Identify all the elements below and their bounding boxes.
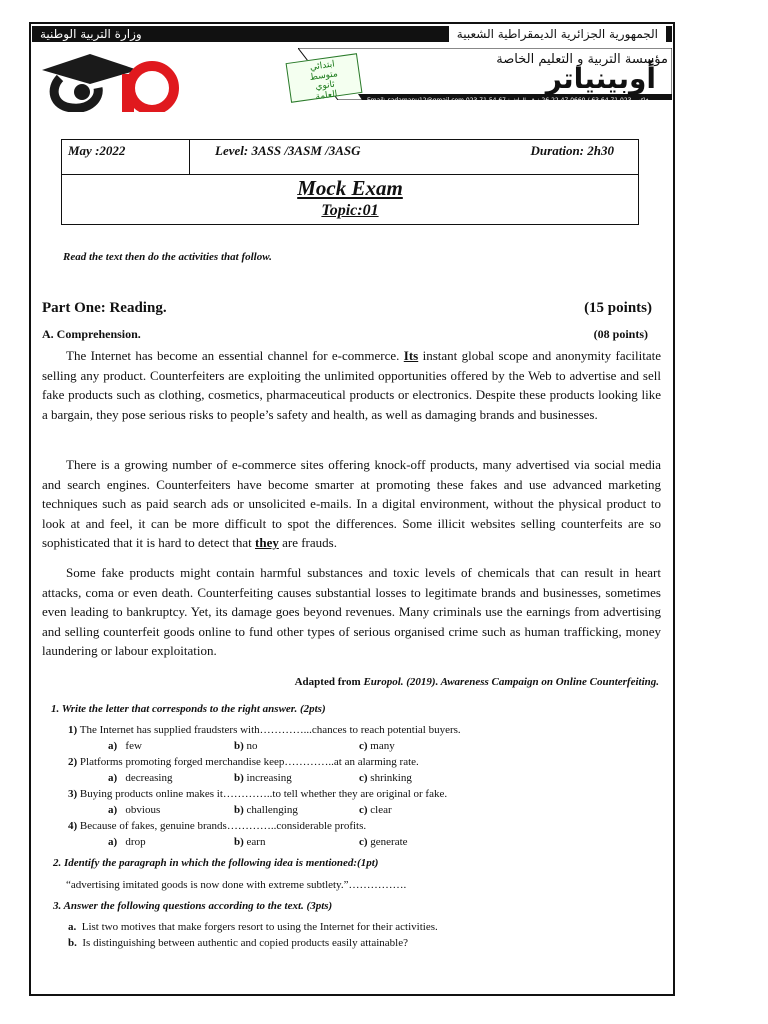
paragraph-1: The Internet has become an essential channel for e-commerce. Its instant global scope and anonymity facilitate selling any product. Counterfeiters are exploiting the unlimited opportunities offered by the Web to advertise and sell fake products such as clothing, cosmetics, pharmaceutical products or electronics. Despite these products looking like a bargain, they pose serious risks to people’s safety and health, as well as damaging brands and businesses.	[42, 348, 662, 422]
republic-text: الجمهورية الجزائرية الديمقراطية الشعبية	[449, 26, 666, 42]
badge-line: ثانوي	[314, 79, 336, 93]
q1-item: 3) Buying products online makes it…………..to tell whether they are original or fake.	[68, 788, 448, 800]
question-3-title: 3. Answer the following questions according to the text. (3pts)	[53, 900, 333, 912]
exam-title: Mock Exam	[297, 176, 403, 200]
school-levels-badge	[286, 53, 363, 103]
q3-item: a. List two motives that make forgers resort to using the Internet for their activities.	[68, 921, 438, 933]
option: c) many	[359, 740, 395, 752]
paragraph-2: There is a growing number of e-commerce sites offering knock-off products, many advertised via social media and search engines. Counterfeiters have become smarter at promoting these fakes and use advanced marketing techniques such as paid search ads or unsolicited e-mails. In a digital environment, without the physical product to look at and feel, it can be more difficult to spot the differences. Some illicit websites selling counterfeits are so sophisticated that it is hard to detect that they are frauds.	[42, 457, 661, 551]
reference-word: they	[255, 535, 279, 551]
option: b) challenging	[234, 804, 298, 816]
logo-text: OP	[190, 62, 192, 63]
school-logo	[40, 48, 200, 112]
section-title: A. Comprehension.	[42, 327, 141, 341]
option: a) obvious	[108, 804, 161, 816]
reference-word: Its	[403, 348, 419, 363]
part-title: Part One: Reading.	[42, 300, 167, 316]
badge-line: متوسط	[309, 69, 339, 83]
option: a) decreasing	[108, 772, 173, 784]
option: b) increasing	[234, 772, 292, 784]
exam-info-row	[62, 140, 638, 175]
ministry-text: وزارة التربية الوطنية	[40, 27, 142, 41]
paragraph-3: Some fake products might contain harmful substances and toxic levels of chemicals that can result in heart attacks, coma or even death. Counterfeiting causes substantial losses to legitimate brands and businesses, sometimes even leading to bankruptcy. Yet, its damage goes beyond revenues. Many criminals use the earnings from advertising and selling counterfeit goods online to fund other types of serious organised crime such as human trafficking, money laundering or labour exploitation.	[42, 565, 661, 659]
section-a-heading	[42, 327, 648, 342]
question-2-title: 2. Identify the paragraph in which the following idea is mentioned:(1pt)	[53, 857, 379, 869]
school-name: أوبينياتر	[545, 62, 656, 95]
q1-item: 2) Platforms promoting forged merchandise keep…………..at an alarming rate.	[68, 756, 419, 768]
exam-info-table	[61, 139, 639, 225]
option: a) few	[108, 740, 142, 752]
institution-text: مؤسسة التربية و التعليم الخاصة	[496, 52, 668, 67]
option: a) drop	[108, 836, 146, 848]
divider	[189, 140, 190, 174]
source-citation: Adapted from Europol. (2019). Awareness Campaign on Online Counterfeiting.	[294, 676, 659, 688]
option: b) earn	[234, 836, 266, 848]
contact-line: Email: sadamanu12@gmail.com 023 71 54 67 :فاكس 023 71 64 63 / 0660 47 22 26 :رقم الهاتف	[367, 97, 649, 104]
question-1-title: 1. Write the letter that corresponds to the right answer. (2pts)	[51, 703, 326, 715]
part-one-heading	[42, 300, 652, 317]
option: b) no	[234, 740, 258, 752]
exam-topic: Topic:01	[321, 202, 379, 219]
question-2-quote: “advertising imitated goods is now done with extreme subtlety.”…………….	[66, 879, 407, 891]
exam-date: May :2022	[68, 143, 126, 158]
exam-duration: Duration: 2h30	[530, 143, 614, 158]
exam-level: Level: 3ASS /3ASM /3ASG	[215, 143, 361, 158]
q1-item: 4) Because of fakes, genuine brands…………..considerable profits.	[68, 820, 367, 832]
option: c) shrinking	[359, 772, 412, 784]
badge-line: ابتدائي	[309, 59, 336, 73]
instruction: Read the text then do the activities that follow.	[63, 251, 272, 263]
part-points: (15 points)	[584, 300, 652, 316]
q3-item: b. Is distinguishing between authentic and copied products easily attainable?	[68, 937, 409, 949]
section-points: (08 points)	[593, 327, 648, 341]
badge-line: العامة	[314, 89, 339, 103]
header-bar	[32, 26, 672, 42]
option: c) clear	[359, 804, 392, 816]
q1-item: 1) The Internet has supplied fraudsters with…………...chances to reach potential buyers.	[68, 724, 461, 736]
option: c) generate	[359, 836, 408, 848]
